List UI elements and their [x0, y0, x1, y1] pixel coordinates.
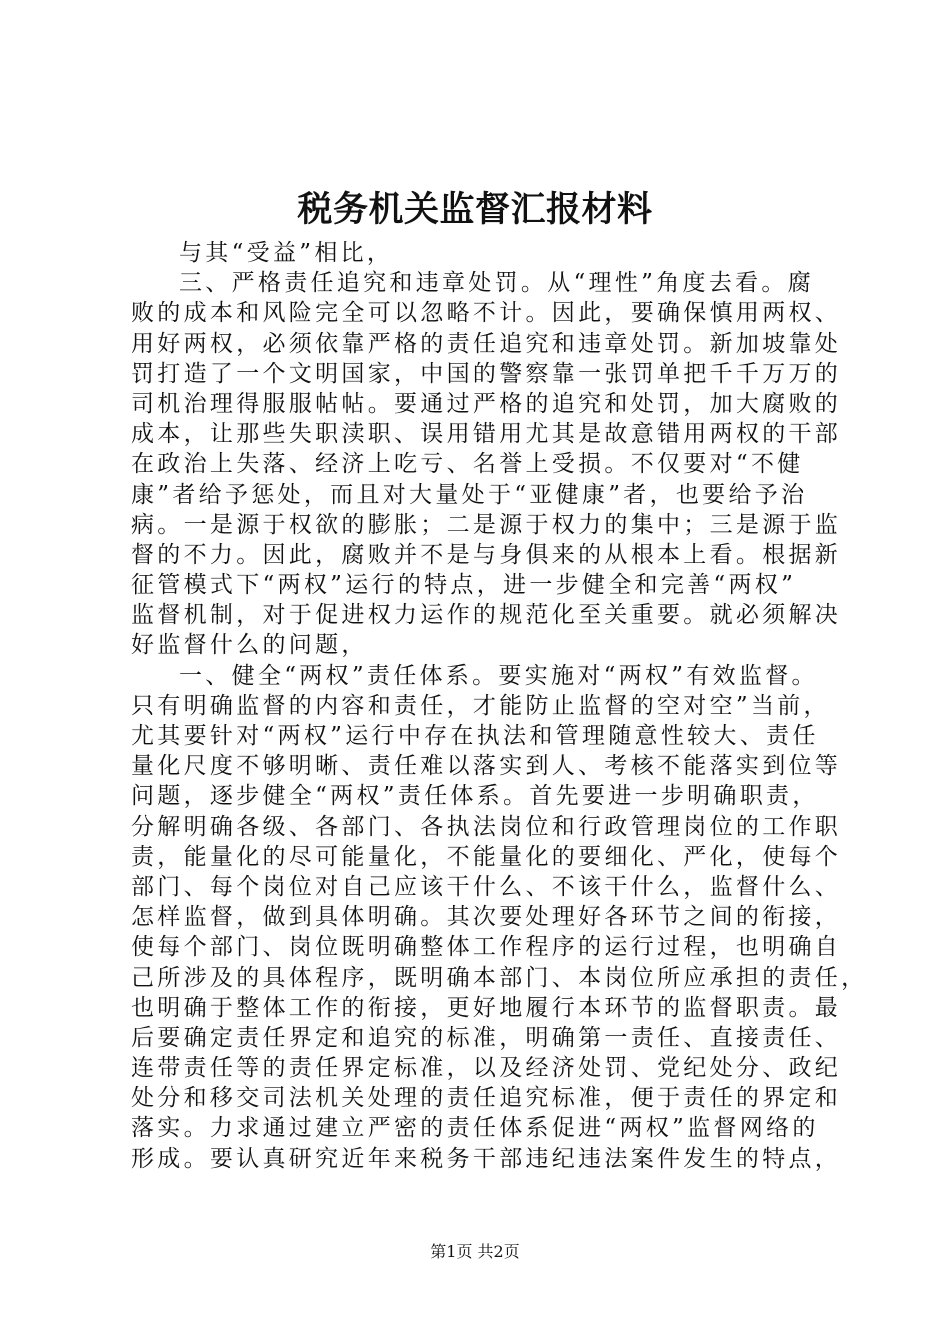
text-line: 用好两权，必须依靠严格的责任追究和违章处罚。新加坡靠处 — [131, 330, 842, 357]
page-number: 第1页 共2页 — [430, 1242, 520, 1261]
text-line: 监督机制，对于促进权力运作的规范化至关重要。就必须解决 — [131, 602, 842, 629]
text-line: 己所涉及的具体程序，既明确本部门、本岗位所应承担的责任， — [131, 964, 868, 991]
page-footer — [0, 1241, 950, 1263]
text-line: 量化尺度不够明晰、责任难以落实到人、考核不能落实到位等 — [131, 753, 842, 780]
text-line: 三、严格责任追究和违章处罚。从“理性”角度去看。腐 — [179, 270, 815, 297]
text-line: 尤其要针对“两权”运行中存在执法和管理随意性较大、责任 — [131, 723, 819, 749]
text-line: 好监督什么的问题， — [131, 632, 368, 659]
text-line: 使每个部门、岗位既明确整体工作程序的运行过程，也明确自 — [131, 934, 842, 961]
text-line: 病。一是源于权欲的膨胀；二是源于权力的集中；三是源于监 — [131, 511, 842, 538]
text-line: 处分和移交司法机关处理的责任追究标准，便于责任的界定和 — [131, 1085, 842, 1112]
text-line: 问题，逐步健全“两权”责任体系。首先要进一步明确职责， — [131, 783, 819, 810]
text-line: 司机治理得服服帖帖。要通过严格的追究和处罚，加大腐败的 — [131, 390, 842, 417]
text-line: 罚打造了一个文明国家，中国的警察靠一张罚单把千千万万的 — [131, 360, 842, 387]
text-line: 与其“受益”相比， — [179, 240, 394, 266]
text-line: 在政治上失落、经济上吃亏、名誉上受损。不仅要对“不健 — [131, 451, 804, 478]
text-line: 责，能量化的尽可能量化，不能量化的要细化、严化，使每个 — [131, 843, 842, 870]
text-line: 成本，让那些失职渎职、误用错用尤其是故意错用两权的干部 — [131, 421, 842, 448]
document-body — [131, 238, 871, 1174]
text-line: 也明确于整体工作的衔接，更好地履行本环节的监督职责。最 — [131, 994, 842, 1021]
text-line: 后要确定责任界定和追究的标准，明确第一责任、直接责任、 — [131, 1024, 842, 1051]
text-line: 一、健全“两权”责任体系。要实施对“两权”有效监督。 — [179, 662, 818, 689]
text-line: 落实。力求通过建立严密的责任体系促进“两权”监督网络的 — [131, 1115, 819, 1142]
text-line: 征管模式下“两权”运行的特点，进一步健全和完善“两权” — [131, 572, 797, 599]
text-line: 康”者给予惩处，而且对大量处于“亚健康”者，也要给予治 — [131, 481, 808, 508]
text-line: 怎样监督，做到具体明确。其次要处理好各环节之间的衔接， — [131, 904, 842, 931]
text-line: 连带责任等的责任界定标准，以及经济处罚、党纪处分、政纪 — [131, 1055, 842, 1082]
text-line: 败的成本和风险完全可以忽略不计。因此，要确保慎用两权、 — [131, 300, 842, 327]
document-title: 税务机关监督汇报材料 — [297, 190, 653, 230]
text-line: 督的不力。因此，腐败并不是与身俱来的从根本上看。根据新 — [131, 541, 842, 568]
text-line: 只有明确监督的内容和责任，才能防止监督的空对空”当前， — [131, 692, 830, 719]
text-line: 部门、每个岗位对自己应该干什么、不该干什么，监督什么、 — [131, 873, 842, 900]
text-line: 形成。要认真研究近年来税务干部违纪违法案件发生的特点， — [131, 1145, 842, 1172]
text-line: 分解明确各级、各部门、各执法岗位和行政管理岗位的工作职 — [131, 813, 842, 840]
